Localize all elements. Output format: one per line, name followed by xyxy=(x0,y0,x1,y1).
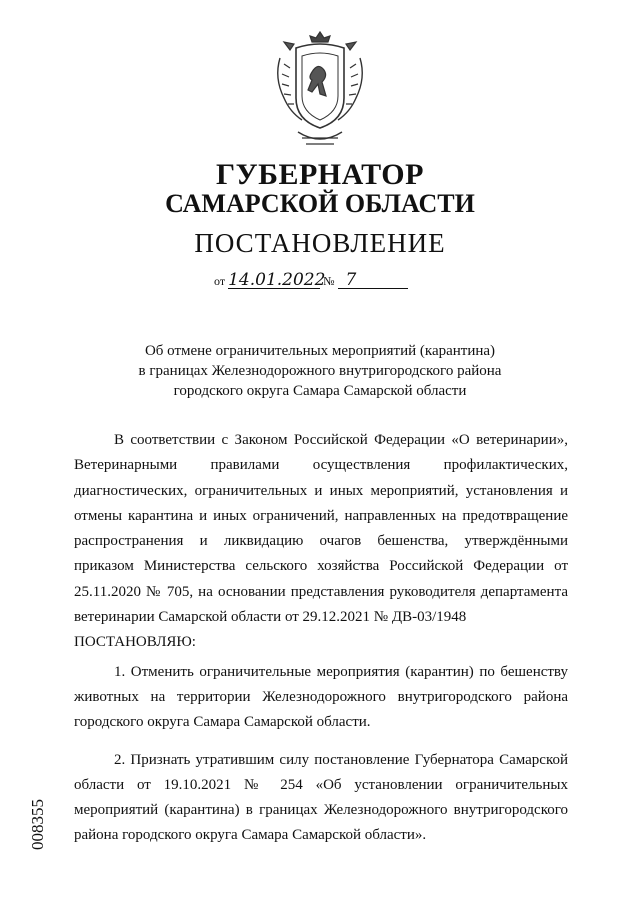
document-date: 14.01.2022 xyxy=(228,270,326,290)
issuer-title: ГУБЕРНАТОР xyxy=(216,158,424,191)
date-number-line xyxy=(214,270,408,289)
document-number: 7 xyxy=(345,270,357,290)
date-from-label: от xyxy=(214,274,226,288)
decree-word: ПОСТАНОВЛЯЮ: xyxy=(74,634,196,651)
issuer-region: САМАРСКОЙ ОБЛАСТИ xyxy=(165,189,475,218)
preamble-paragraph: В соответствии с Законом Российской Федерации «О ветеринарии», Ветеринарными правилами осуществления профилактических, диагностических, ограничительных и иных мероприятий, установления и отмены карантина и иных ограничений, направленных на предотвращение распространения и ликвидацию очагов бешенства, утверждёнными приказом Министерства сельского хозяйства Российской Федерации от 25.11.2020 № 705, на основании представления руководителя департамента ветеринарии Самарской области от 29.12.2021 № ДВ-03/1948 xyxy=(74,432,568,626)
document-subject xyxy=(0,341,640,401)
document-type: ПОСТАНОВЛЕНИЕ xyxy=(194,228,446,258)
coat-of-arms-emblem xyxy=(272,28,368,152)
number-label: № xyxy=(323,274,335,288)
document-body xyxy=(74,428,568,849)
item-paragraph-2: 2. Признать утратившим силу постановление Губернатора Самарской области от 19.10.2021 № 254 «Об установлении ограничительных мероприятий (карантина) в границах Железнодорожного внутригородского района городского округа Самара Самарской области». xyxy=(74,751,568,844)
side-serial-number: 008355 xyxy=(28,799,47,850)
subject-line: Об отмене ограничительных мероприятий (карантина) xyxy=(144,343,496,359)
item-paragraph-1: 1. Отменить ограничительные мероприятия (карантин) по бешенству животных на территории Железнодорожного внутригородского района городского округа Самара Самарской области. xyxy=(74,663,568,731)
subject-line: городского округа Самара Самарской области xyxy=(173,383,467,399)
subject-line: в границах Железнодорожного внутригородского района xyxy=(138,363,502,379)
